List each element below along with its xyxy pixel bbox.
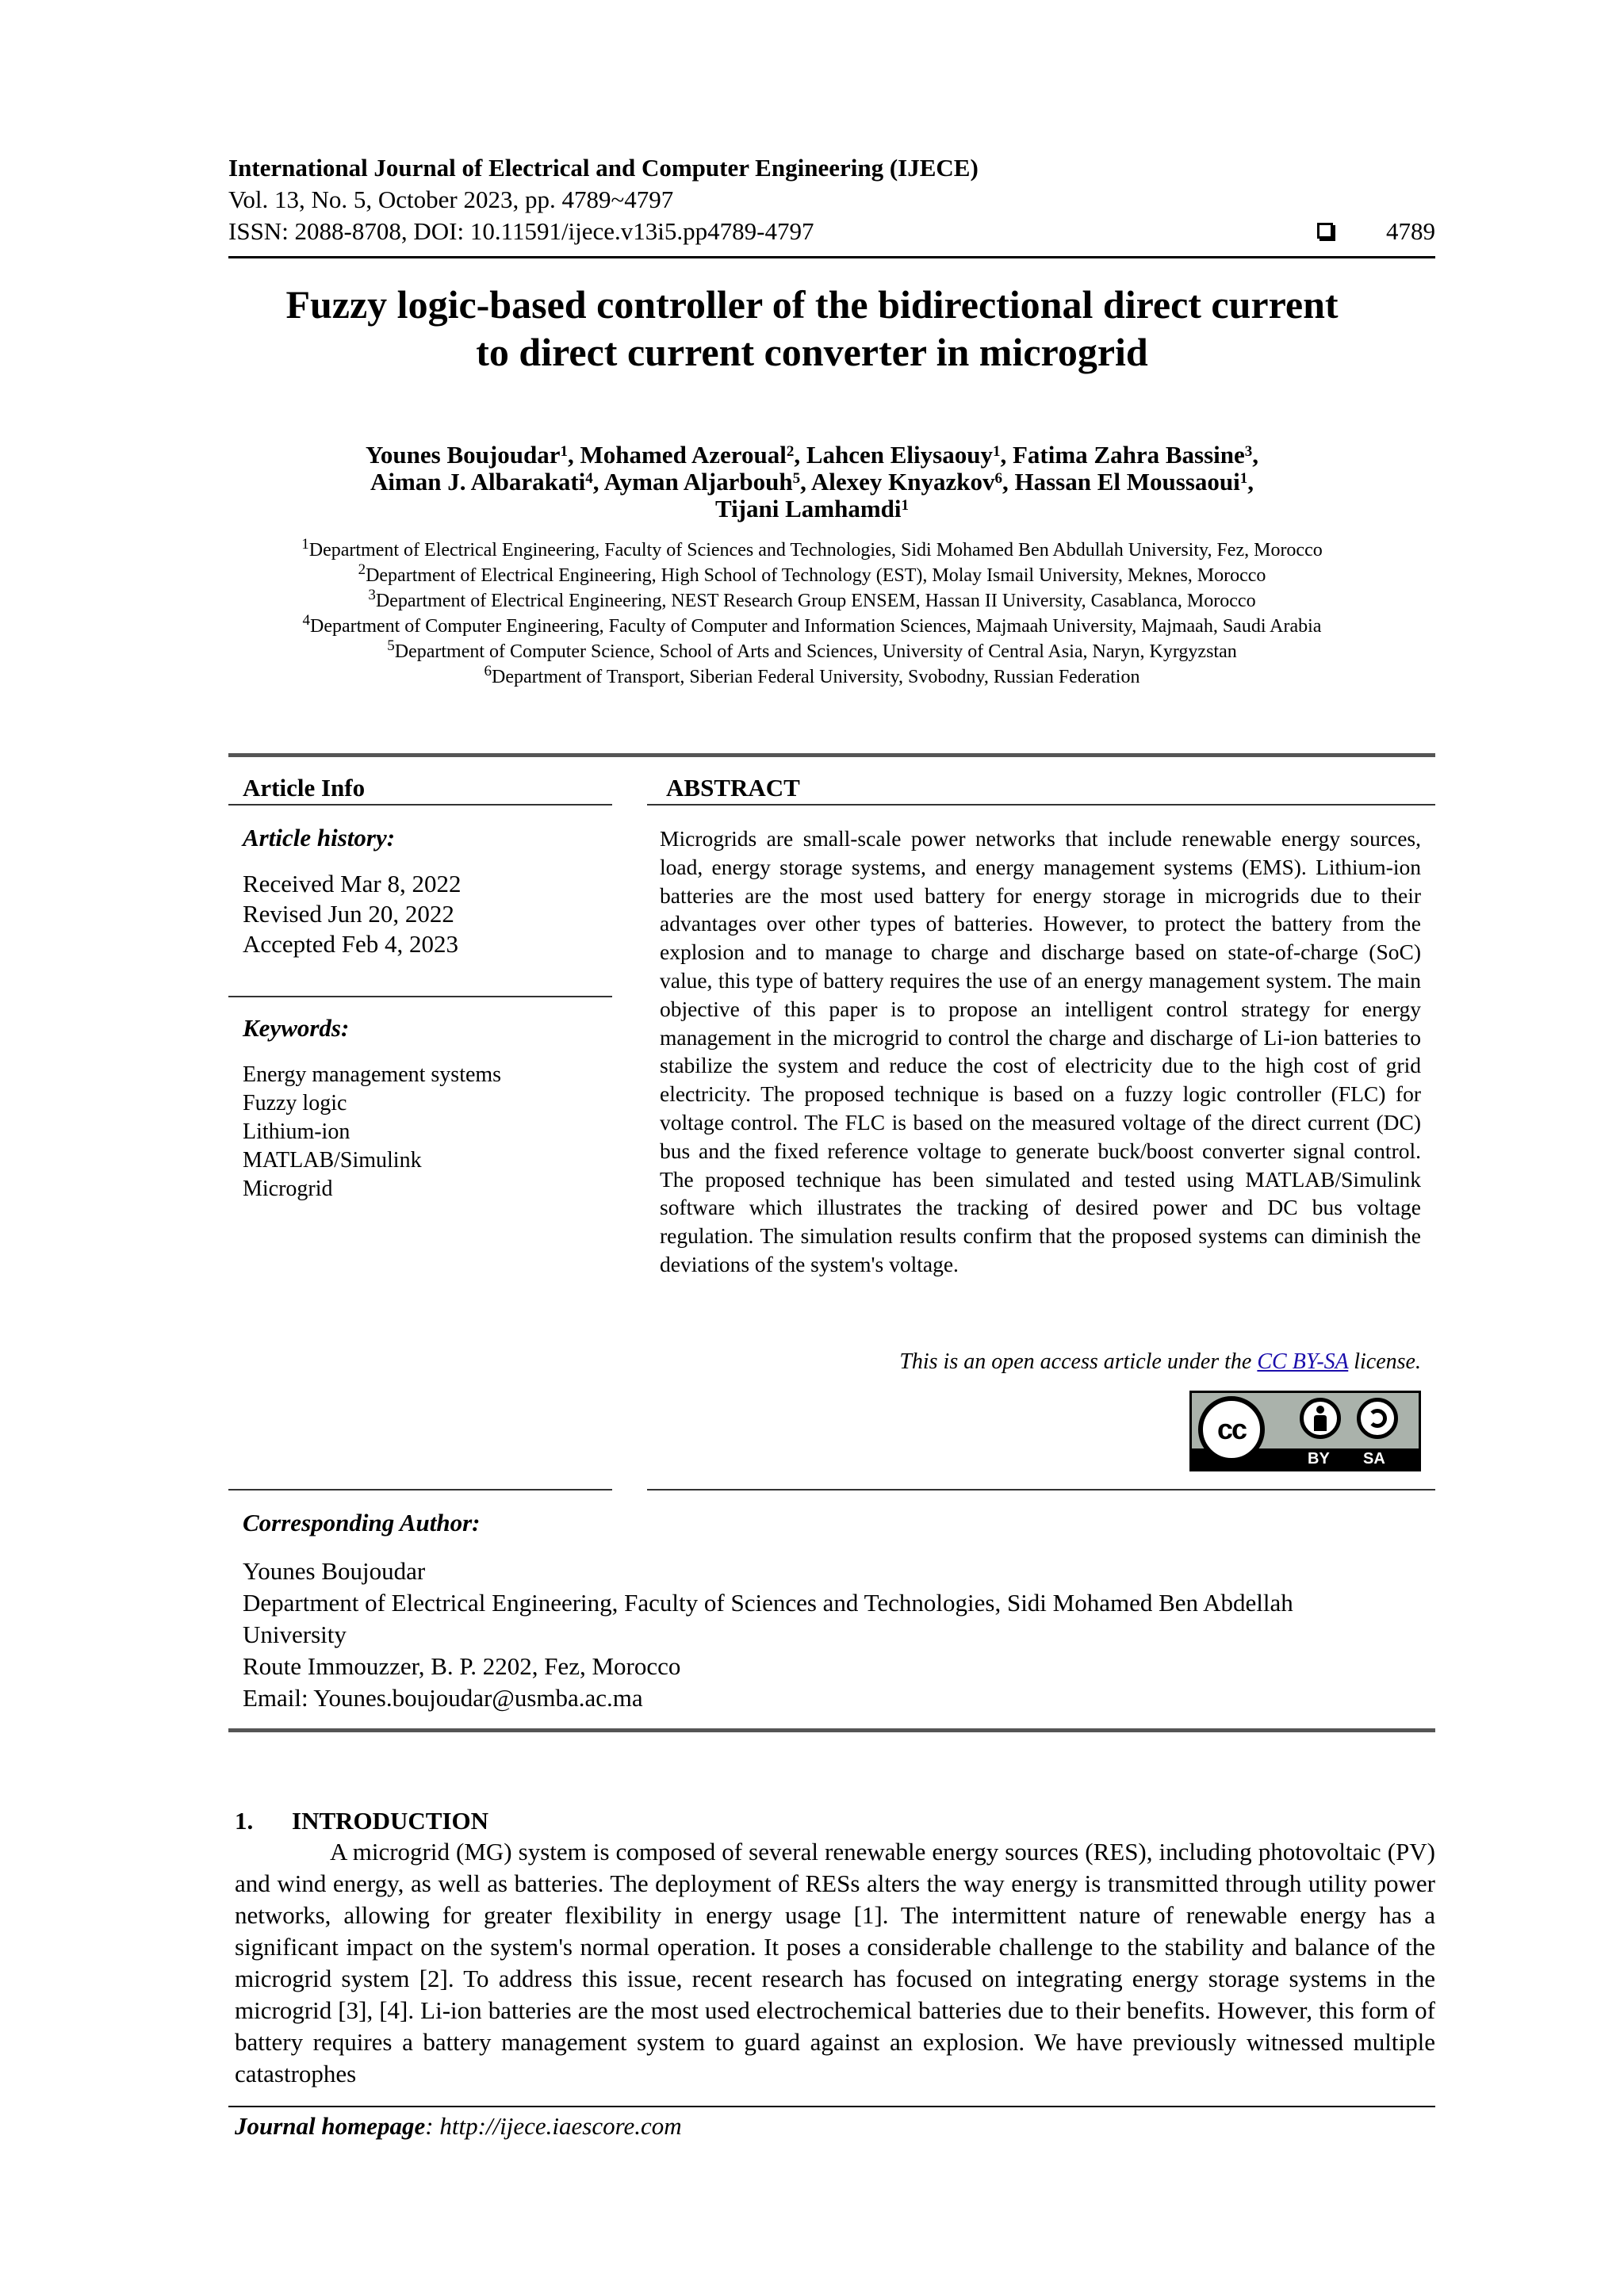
corresponding-email: Email: Younes.boujoudar@usmba.ac.ma — [243, 1684, 643, 1712]
section-top-rule — [228, 753, 1435, 757]
article-history-heading: Article history: — [243, 824, 396, 851]
corresponding-author-heading: Corresponding Author: — [243, 1509, 481, 1536]
title-line: to direct current converter in microgrid — [476, 330, 1148, 374]
author-affil-sup: 2 — [786, 443, 795, 460]
title-line: Fuzzy logic-based controller of the bidirectional direct current — [285, 282, 1339, 327]
header-rule — [228, 256, 1435, 258]
history-rule — [228, 996, 612, 997]
author-line — [190, 496, 1434, 522]
author-sep: , — [1002, 468, 1015, 496]
keyword: MATLAB/Simulink — [243, 1148, 422, 1173]
keyword: Microgrid — [243, 1177, 333, 1201]
keyword: Lithium-ion — [243, 1119, 350, 1144]
footer-rule — [228, 2106, 1435, 2107]
journal-name: International Journal of Electrical and Computer Engineering (IJECE) — [228, 154, 979, 182]
section-title: INTRODUCTION — [292, 1807, 489, 1835]
author-name: Hassan El Moussaoui — [1014, 468, 1240, 496]
issn-row — [228, 216, 1435, 247]
affiliation: $^6$Department of Transport, Siberian Federal University, Svobodny, Russian Federation — [484, 663, 1140, 687]
abstract-heading: ABSTRACT — [666, 774, 800, 802]
author-name: Alexey Knyazkov — [810, 468, 995, 496]
introduction-text: A microgrid (MG) system is composed of several renewable energy sources (RES), including photovoltaic (PV) and wind energy, as well as batteries. The deployment of RESs alters the way energy is transmitted through utility power networks, allowing for greater flexibility in energy usage [1]. The intermittent nature of renewable energy has a significant impact on the system's normal operation. It poses a considerable challenge to the stability and balance of the microgrid system [2]. To address this issue, recent research has focused on integrating energy storage systems in the microgrid [3], [4]. Li-ion batteries are the most used electrochemical batteries due to their benefits. However, this form of battery requires a battery management system to guard against an explosion. We have previously witnessed multiple catastrophes — [235, 1838, 1435, 2087]
keywords-heading: Keywords: — [243, 1014, 350, 1042]
volume-info: Vol. 13, No. 5, October 2023, pp. 4789~4797 — [228, 186, 674, 213]
author-affil-sup: 6 — [994, 470, 1002, 487]
abstract-text: Microgrids are small-scale power networks that include renewable energy sources, load, energy storage systems, and energy management systems (EMS). Lithium-ion batteries are the most used battery for energy storage in microgrids due to their advantages over other types of batteries. However, to protect the battery from the explosion and to manage to charge and discharge based on state-of-charge (SoC) value, this type of battery requires the use of an energy management system. The main objective of this paper is to propose an intelligent control strategy for energy management in the microgrid to control the charge and discharge of Li-ion batteries to stabilize the system and reduce the cost of electricity due to the high cost of grid electricity. The proposed technique is based on a fuzzy logic controller (FLC) for voltage control. The FLC is based on the measured voltage of the direct current (DC) bus and the fixed reference voltage to generate buck/boost converter signal control. The proposed technique has been simulated and tested using MATLAB/Simulink software which illustrates the tracking of desired power and DC bus voltage regulation. The simulation results confirm that the proposed systems can diminish the deviations of the system's voltage. — [660, 826, 1421, 1276]
square-bullet-icon — [1317, 223, 1333, 239]
author-sep: , — [567, 441, 580, 469]
keywords-bottom-rule — [228, 1489, 612, 1490]
article-info-heading: Article Info — [243, 774, 366, 802]
paper-title — [190, 281, 1434, 376]
badge-sa-label: SA — [1363, 1450, 1385, 1468]
author-affil-sup: 4 — [585, 470, 593, 487]
article-info-rule — [228, 804, 612, 806]
badge-by-label: BY — [1308, 1450, 1330, 1468]
author-name: Mohamed Azeroual — [580, 441, 787, 469]
introduction-heading — [235, 1806, 488, 1836]
homepage-label: Journal homepage — [235, 2112, 426, 2140]
author-name: Lahcen Eliysaouy — [806, 441, 993, 469]
author-line — [190, 442, 1434, 469]
journal-homepage — [235, 2110, 682, 2142]
author-name: Ayman Aljarbouh — [603, 468, 793, 496]
author-sep: , — [1252, 441, 1258, 469]
corresponding-department: Department of Electrical Engineering, Faculty of Sciences and Technologies, Sidi Mohamed Ben Abdellah — [243, 1589, 1293, 1617]
cc-by-sa-link[interactable]: CC BY-SA — [1257, 1349, 1349, 1374]
page-number: 4789 — [1386, 217, 1435, 245]
keyword: Fuzzy logic — [243, 1091, 347, 1115]
author-line — [190, 469, 1434, 496]
abstract-rule — [647, 804, 1435, 806]
author-name: Tijani Lamhamdi — [714, 495, 902, 522]
keyword: Energy management systems — [243, 1062, 502, 1087]
author-name: Younes Boujoudar — [365, 441, 561, 469]
received-date: Received Mar 8, 2022 — [243, 870, 462, 897]
affiliation: $^5$Department of Computer Science, School of Arts and Sciences, University of Central Asia, Naryn, Kyrgyzstan — [387, 637, 1237, 662]
license-note: This is an open access article under the CC BY-SA license. — [899, 1349, 1421, 1374]
author-sep: , — [1000, 441, 1013, 469]
affiliation: $^2$Department of Electrical Engineering, High School of Technology (EST), Molay Ismail University, Meknes, Morocco — [358, 561, 1266, 586]
cc-logo-icon: cc — [1198, 1396, 1265, 1463]
author-affil-sup: 1 — [1239, 470, 1248, 487]
corresponding-name: Younes Boujoudar — [243, 1557, 426, 1585]
author-sep: , — [592, 468, 604, 496]
affiliation: $^1$Department of Electrical Engineering, Faculty of Sciences and Technologies, Sidi Mohamed Ben Abdullah University, Fez, Morocco — [301, 536, 1323, 561]
author-sep: , — [1247, 468, 1254, 496]
homepage-url[interactable]: : http://ijece.iaescore.com — [425, 2112, 682, 2140]
corresponding-address: Route Immouzzer, B. P. 2202, Fez, Morocco — [243, 1652, 681, 1680]
attribution-person-icon — [1300, 1398, 1341, 1439]
journal-header — [228, 152, 1435, 247]
author-list — [190, 442, 1434, 522]
author-name: Fatima Zahra Bassine — [1012, 441, 1245, 469]
author-affil-sup: 1 — [560, 443, 568, 460]
corresponding-bottom-rule — [228, 1728, 1435, 1732]
corresponding-department-cont: University — [243, 1621, 347, 1648]
author-affil-sup: 5 — [792, 470, 801, 487]
author-sep: , — [800, 468, 811, 496]
affiliation: $^3$Department of Electrical Engineering, NEST Research Group ENSEM, Hassan II University, Casablanca, Morocco — [368, 587, 1256, 611]
cc-by-sa-badge[interactable] — [1189, 1391, 1421, 1471]
author-affil-sup: 1 — [901, 497, 910, 514]
issn-doi: ISSN: 2088-8708, DOI: 10.11591/ijece.v13i5.pp4789-4797 — [228, 217, 814, 245]
revised-date: Revised Jun 20, 2022 — [243, 900, 454, 928]
author-name: Aiman J. Albarakati — [370, 468, 586, 496]
affiliation-list — [190, 538, 1434, 690]
affiliation: $^4$Department of Computer Engineering, Faculty of Computer and Information Sciences, Majmaah University, Majmaah, Saudi Arabia — [302, 612, 1322, 637]
author-affil-sup: 3 — [1244, 443, 1253, 460]
accepted-date: Accepted Feb 4, 2023 — [243, 930, 459, 958]
author-sep: , — [794, 441, 806, 469]
abstract-bottom-rule — [647, 1489, 1435, 1490]
section-number: 1. — [235, 1807, 254, 1835]
author-affil-sup: 1 — [992, 443, 1001, 460]
share-alike-icon — [1357, 1398, 1398, 1439]
